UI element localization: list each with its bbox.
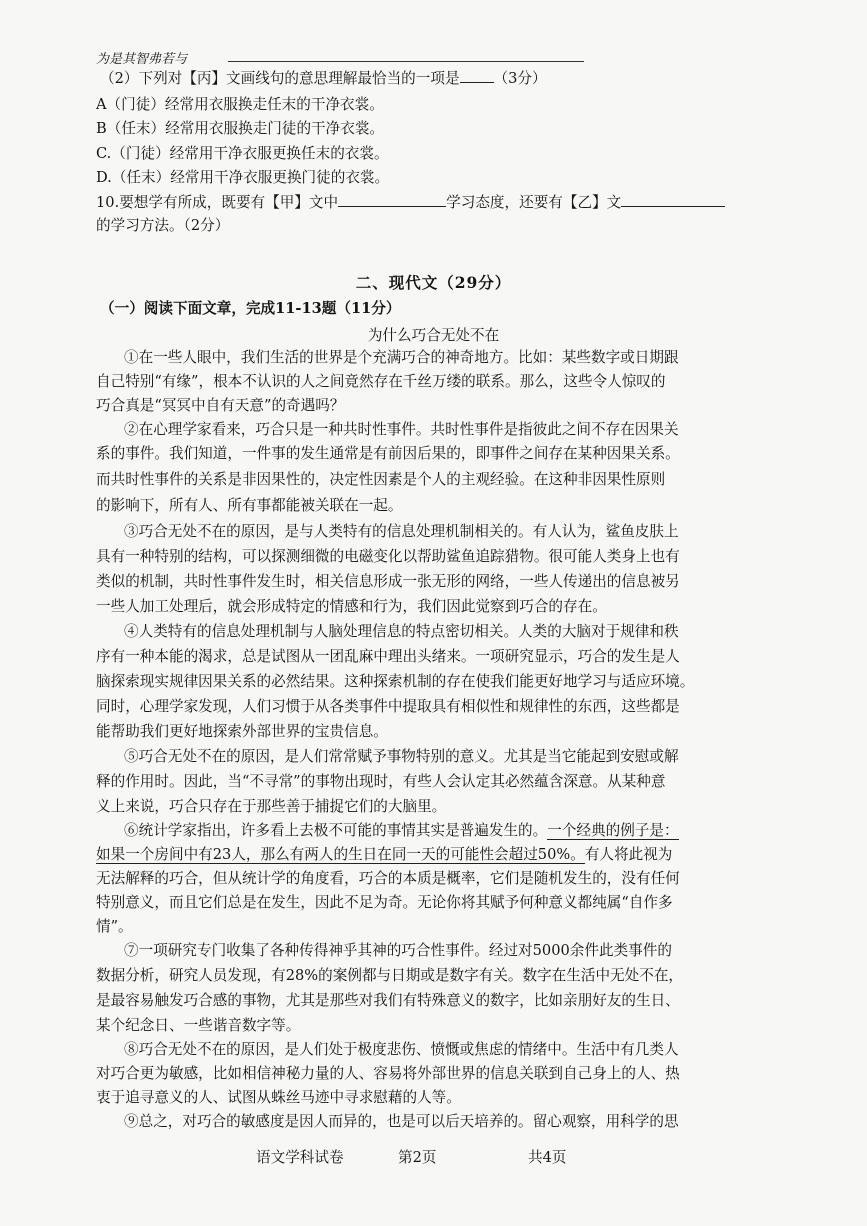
article-line: ⑧巧合无处不在的原因，是人们处于极度悲伤、愤慨或焦虑的情绪中。生活中有几类人 — [124, 1041, 679, 1058]
article-line: 具有一种特别的结构，可以探测细微的电磁变化以帮助鲨鱼追踪猎物。很可能人类身上也有 — [96, 548, 680, 565]
section-title: 二、现代文（29分） — [355, 273, 512, 292]
article-line: 无法解释的巧合，但从统计学的角度看，巧合的本质是概率，它们是随机发生的，没有任何 — [96, 870, 680, 887]
option-c: C.（门徒）经常用干净衣服更换任末的衣裳。 — [96, 145, 389, 162]
question-9-2 — [100, 68, 547, 89]
article-line: ⑨总之，对巧合的敏感度是因人而异的，也是可以后天培养的。留心观察，用科学的思 — [124, 1113, 679, 1130]
footer-page: 第2页 — [398, 1149, 437, 1166]
article-line: ⑦一项研究专门收集了各种传得神乎其神的巧合性事件。经过对5000余件此类事件的 — [124, 942, 672, 959]
article-line: 系的事件。我们知道，一件事的发生通常是有前因后果的，即事件之间存在某种因果关系。 — [96, 445, 680, 462]
answer-blank-10b — [621, 192, 725, 207]
question-10 — [96, 192, 725, 213]
answer-blank-9-2 — [460, 68, 494, 83]
option-a: A（门徒）经常用衣服换走任末的干净衣裳。 — [96, 96, 384, 113]
option-d: D.（任末）经常用干净衣服更换门徒的衣裳。 — [96, 169, 390, 186]
footer-total: 共4页 — [528, 1149, 567, 1166]
article-line: 的影响下，所有人、所有事都能被关联在一起。 — [96, 497, 403, 514]
article-line: 能帮助我们更好地探索外部世界的宝贵信息。 — [96, 723, 388, 740]
footer-subject: 语文学科试卷 — [256, 1149, 344, 1166]
article-line: 某个纪念日、一些谐音数字等。 — [96, 1017, 301, 1034]
answer-line-top — [228, 61, 584, 62]
article-line: ③巧合无处不在的原因，是与人类特有的信息处理机制相关的。有人认为，鲨鱼皮肤上 — [124, 523, 679, 540]
article-line: 脑探索现实规律因果关系的必然结果。这种探索机制的存在使我们能更好地学习与适应环境。 — [96, 673, 695, 690]
article-line: 特别意义，而且它们总是在发生，因此不足为奇。无论你将其赋予何种意义都纯属“自作多 — [96, 894, 673, 911]
underlined-sentence: 一个经典的例子是： — [547, 822, 679, 839]
article-line: ②在心理学家看来，巧合只是一种共时性事件。共时性事件是指彼此之间不存在因果关 — [124, 421, 679, 438]
article-line: 序有一种本能的渴求，总是试图从一团乱麻中理出头绪来。一项研究显示，巧合的发生是人 — [96, 648, 680, 665]
article-line: 释的作用时。因此，当“不寻常”的事物出现时，有些人会认定其必然蕴含深意。从某种意 — [96, 773, 666, 790]
article-line: ⑤巧合无处不在的原因，是人们常常赋予事物特别的意义。尤其是当它能起到安慰或解 — [124, 748, 679, 765]
answer-blank-10a — [338, 192, 446, 207]
article-line: 同时，心理学家发现，人们习惯于从各类事件中提取具有相似性和规律性的东西，这些都是 — [96, 698, 680, 715]
article-line: 对巧合更为敏感，比如相信神秘力量的人、容易将外部世界的信息关联到自己身上的人、热 — [96, 1065, 680, 1082]
question-10-part3: 的学习方法。（2分） — [96, 217, 230, 234]
article-title: 为什么巧合无处不在 — [367, 327, 500, 344]
article-line: 而共时性事件的关系是非因果性的，决定性因素是个人的主观经验。在这种非因果性原则 — [96, 471, 666, 488]
question-9-2-stem: （2）下列对【丙】文画线句的意思理解最恰当的一项是 — [100, 70, 460, 87]
question-10-part2: 学习态度，还要有【乙】文 — [446, 194, 622, 211]
reading-instructions: （一）阅读下面文章，完成11-13题（11分） — [100, 300, 401, 317]
article-line: ④人类特有的信息处理机制与人脑处理信息的特点密切相关。人类的大脑对于规律和秩 — [124, 623, 679, 640]
underlined-sentence: 如果一个房间中有23人，那么有两人的生日在同一天的可能性会超过50%。 — [96, 846, 585, 863]
article-line: 情”。 — [96, 918, 133, 935]
article-line: 一些人加工处理后，就会形成特定的情感和行为，我们因此觉察到巧合的存在。 — [96, 598, 607, 615]
article-line: 义上来说，巧合只存在于那些善于捕捉它们的大脑里。 — [96, 798, 447, 815]
article-line — [96, 845, 672, 865]
article-text: ⑥统计学家指出，许多看上去极不可能的事情其实是普遍发生的。 — [124, 822, 548, 839]
article-line: ①在一些人眼中，我们生活的世界是个充满巧合的神奇地方。比如：某些数字或日期跟 — [124, 349, 679, 366]
article-line: 类似的机制，共时性事件发生时，相关信息形成一张无形的网络，一些人传递出的信息被另 — [96, 573, 680, 590]
article-line: 巧合真是“冥冥中自有天意”的奇遇吗？ — [96, 397, 345, 414]
question-9-2-score: （3分） — [493, 70, 547, 87]
article-line — [124, 821, 679, 841]
article-text: 有人将此视为 — [584, 846, 673, 863]
question-10-part1: 10.要想学有所成，既要有【甲】文中 — [96, 194, 339, 211]
article-line: 自己特别“有缘”，根本不认识的人之间竟然存在千丝万缕的联系。那么，这些令人惊叹的 — [96, 373, 666, 390]
article-line: 是最容易触发巧合感的事物，尤其是那些对我们有特殊意义的数字，比如亲朋好友的生日、 — [96, 992, 680, 1009]
article-line: 衷于追寻意义的人、试图从蛛丝马迹中寻求慰藉的人等。 — [96, 1089, 461, 1106]
option-b: B（任末）经常用衣服换走门徒的干净衣裳。 — [96, 120, 385, 137]
top-fragment: 为是其智弗若与 — [96, 52, 188, 67]
article-line: 数据分析，研究人员发现，有28%的案例都与日期或是数字有关。数字在生活中无处不在， — [96, 967, 684, 984]
